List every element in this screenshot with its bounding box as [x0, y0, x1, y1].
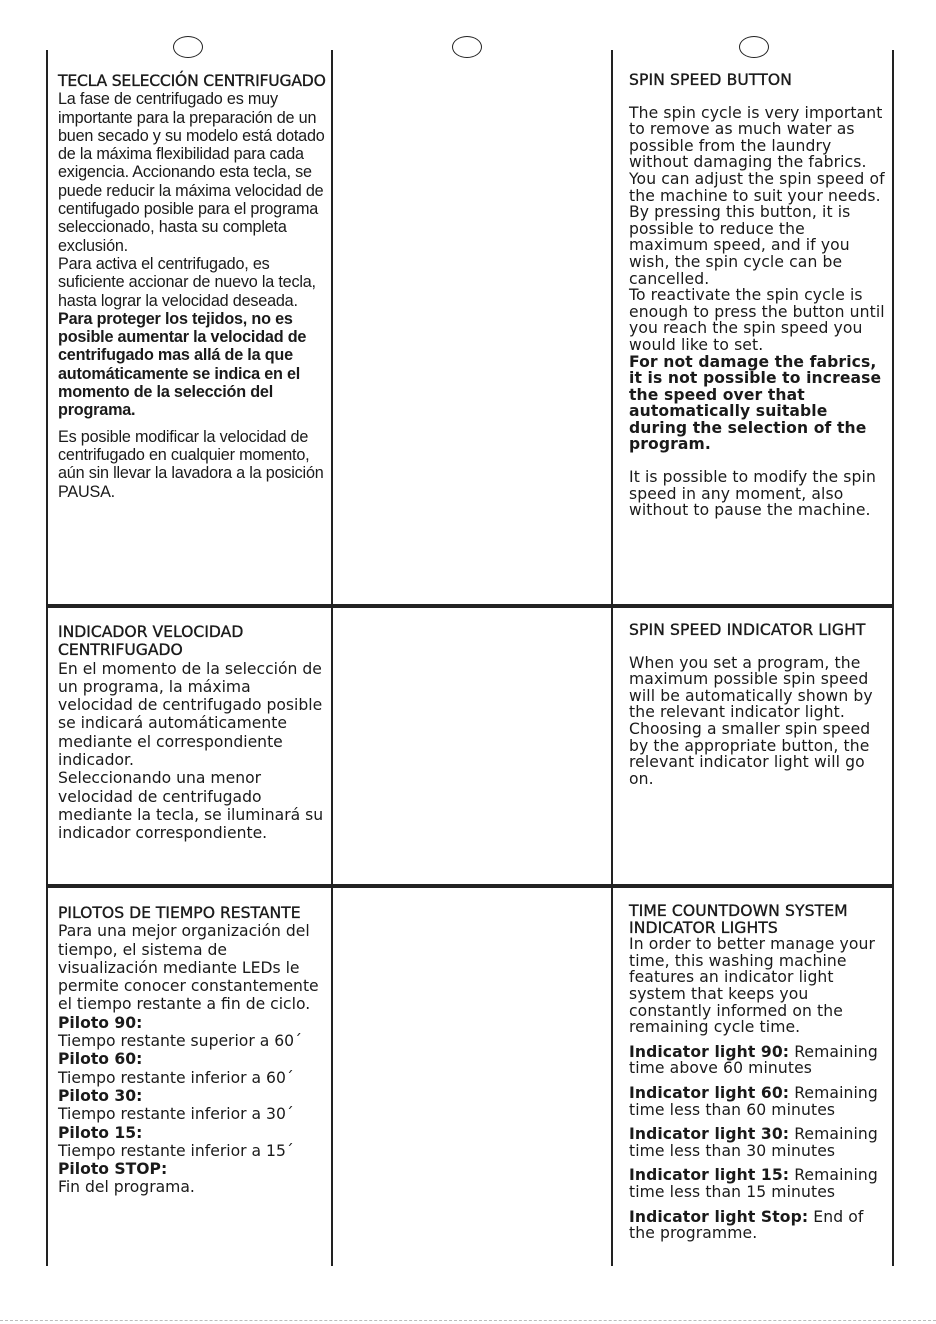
paragraph: Seleccionando una menor velocidad de centrifugado mediante la tecla, se iluminará su indicador correspondiente.: [58, 769, 324, 843]
column-divider-right: [892, 50, 894, 1266]
time-countdown-en: [629, 903, 887, 1242]
indicator-label: Indicator light Stop:: [629, 1207, 809, 1226]
indicator-text: Tiempo restante inferior a 60´: [58, 1068, 294, 1087]
indicator-text: Remaining time less than 15 minutes: [629, 1166, 878, 1201]
indicator-text: Remaining time above 60 minutes: [629, 1042, 878, 1078]
time-countdown-es: [58, 904, 326, 1197]
spin-speed-button-es: [58, 72, 326, 501]
indicator-label: Piloto 15:: [58, 1123, 143, 1142]
section-title: TIME COUNTDOWN SYSTEM INDICATOR LIGHTS: [629, 902, 848, 937]
paragraph: By pressing this button, it is possible to reduce the maximum speed, and if you wish, the spin cycle can be cancelled.: [629, 203, 851, 288]
indicator-text: Tiempo restante inferior a 15´: [58, 1141, 294, 1160]
list-item: [629, 1209, 887, 1242]
list-item: [629, 1167, 887, 1200]
paragraph: En el momento de la selección de un programa, la máxima velocidad de centrifugado posible se indicará automáticamente mediante el correspondiente indicador.: [58, 659, 323, 770]
section-title: SPIN SPEED BUTTON: [629, 71, 793, 89]
list-item: [629, 1044, 887, 1077]
row-divider-2: [47, 884, 894, 888]
column-divider-left: [46, 50, 48, 1266]
page-bottom-border: [0, 1320, 936, 1322]
section-title: INDICADOR VELOCIDAD CENTRIFUGADO: [58, 623, 244, 660]
column-divider-middle-left: [331, 50, 333, 1266]
paragraph: Choosing a smaller spin speed by the appropriate button, the relevant indicator light will go on.: [629, 719, 871, 788]
paragraph: La fase de centrifugado es muy importante para la preparación de un buen secado y su modelo está dotado de la máxima flexibilidad para cada exigencia. Accionando esta tecla, se puede reducir la máxima velocidad de centifugado posible para el programa seleccionado, hasta su completa exclusión.: [58, 90, 325, 255]
indicator-label: Piloto 60:: [58, 1050, 143, 1069]
warning-text: Para proteger los tejidos, no es posible aumentar la velocidad de centrifugado mas allá de la que automáticamente se indica en el momento de la selección del programa.: [58, 309, 307, 420]
language-oval-middle: [452, 36, 482, 58]
indicator-label: Piloto 30:: [58, 1086, 143, 1105]
spin-speed-indicator-es: [58, 623, 326, 843]
column-divider-middle-right: [611, 50, 613, 1266]
language-markers: [0, 34, 936, 60]
list-item: [58, 1014, 326, 1051]
spin-speed-button-en: [629, 72, 887, 519]
list-item: [58, 1160, 326, 1197]
paragraph: When you set a program, the maximum possible spin speed will be automatically shown by the relevant indicator light.: [629, 653, 873, 722]
list-item: [629, 1126, 887, 1159]
language-oval-right: [739, 36, 769, 58]
indicator-label: Indicator light 15:: [629, 1166, 790, 1185]
indicator-text: End of the programme.: [629, 1207, 864, 1243]
indicator-label: Indicator light 60:: [629, 1083, 790, 1102]
indicator-text: Remaining time less than 30 minutes: [629, 1125, 878, 1160]
paragraph: The spin cycle is very important to remove as much water as possible from the laundry without damaging the fabrics. You can adjust the spin speed of the machine to suit your needs.: [629, 103, 885, 205]
indicator-label: Piloto 90:: [58, 1013, 143, 1032]
spin-speed-indicator-en: [629, 622, 887, 787]
indicator-text: Tiempo restante inferior a 30´: [58, 1105, 294, 1124]
list-item: [58, 1124, 326, 1161]
list-item: [58, 1087, 326, 1124]
list-item: [58, 1050, 326, 1087]
warning-text: For not damage the fabrics, it is not possible to increase the speed over that automatically suitable during the selection of the program.: [629, 352, 882, 454]
list-item: [629, 1085, 887, 1118]
paragraph: To reactivate the spin cycle is enough to press the button until you reach the spin speed you would like to set.: [629, 286, 885, 354]
indicator-text: Fin del programa.: [58, 1178, 195, 1197]
paragraph: It is possible to modify the spin speed in any moment, also without to pause the machine.: [629, 468, 876, 520]
section-title: TECLA SELECCIÓN CENTRIFUGADO: [58, 72, 326, 90]
section-title: PILOTOS DE TIEMPO RESTANTE: [58, 904, 301, 922]
indicator-text: Remaining time less than 60 minutes: [629, 1083, 878, 1119]
indicator-label: Piloto STOP:: [58, 1160, 168, 1179]
indicator-text: Tiempo restante superior a 60´: [58, 1032, 302, 1051]
paragraph: Para activa el centrifugado, es suficiente accionar de nuevo la tecla, hasta lograr la velocidad deseada.: [58, 254, 316, 310]
row-divider-1: [47, 604, 894, 608]
paragraph: Es posible modificar la velocidad de centrifugado en cualquier momento, aún sin llevar la lavadora a la posición PAUSA.: [58, 427, 324, 501]
language-oval-left: [173, 36, 203, 58]
indicator-label: Indicator light 90:: [629, 1042, 790, 1061]
paragraph: Para una mejor organización del tiempo, el sistema de visualización mediante LEDs le permite conocer constantemente el tiempo restante a fin de ciclo.: [58, 922, 319, 1014]
paragraph: In order to better manage your time, this washing machine features an indicator light system that keeps you constantly informed on the remaining cycle time.: [629, 935, 875, 1037]
indicator-label: Indicator light 30:: [629, 1125, 790, 1144]
section-title: SPIN SPEED INDICATOR LIGHT: [629, 621, 866, 639]
